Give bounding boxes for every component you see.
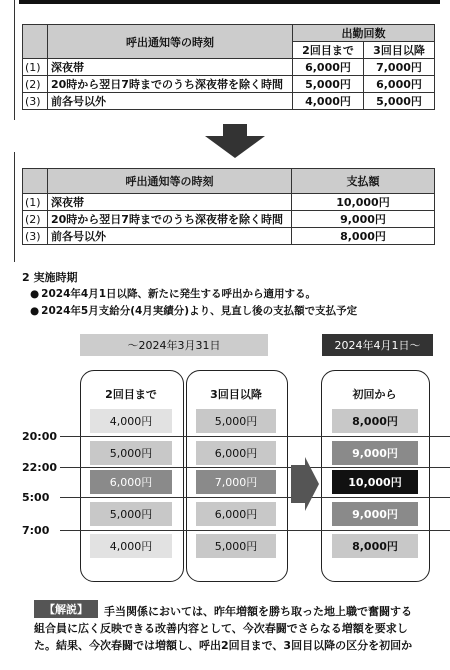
count-group-header: 出勤回数 (293, 25, 435, 42)
col1-title: 2回目まで (105, 388, 157, 401)
table-row (23, 211, 435, 228)
time-header: 呼出通知等の時刻 (48, 25, 293, 59)
col3-title: 初回から (352, 388, 397, 401)
down-arrow-icon (205, 124, 265, 158)
row-value: 7,000円 (364, 59, 435, 76)
time-label: 22:00 (22, 461, 58, 474)
row-label: 前各号以外 (48, 93, 293, 110)
time-header: 呼出通知等の時刻 (48, 169, 292, 194)
row-value: 8,000円 (292, 228, 435, 245)
old-period-banner: 〜2024年3月31日 (80, 334, 268, 356)
bullet-text: 2024年5月支給分(4月実績分)より、見直し後の支払額で支払予定 (41, 305, 358, 317)
table-row (23, 76, 435, 93)
row-label: 深夜帯 (48, 59, 293, 76)
value-cell: 6,000円 (196, 502, 276, 526)
row-number: (1) (23, 194, 48, 211)
right-arrow-icon (291, 457, 319, 511)
row-value: 4,000円 (293, 93, 364, 110)
row-label: 20時から翌日7時までのうち深夜帯を除く時間 (48, 76, 293, 93)
commentary-line: 組合員に広く反映できる改善内容として、今次春闘でさらなる増額を要求し (34, 622, 408, 635)
bullet-dot-icon: ● (30, 288, 40, 300)
row-label: 前各号以外 (48, 228, 292, 245)
corner-cell (23, 25, 48, 59)
time-label: 7:00 (22, 524, 50, 537)
table-row (23, 194, 435, 211)
time-label: 20:00 (22, 430, 58, 443)
time-line (60, 467, 450, 468)
row-value: 5,000円 (364, 93, 435, 110)
payment-header: 支払額 (292, 169, 435, 194)
commentary-line: 手当関係においては、昨年増額を勝ち取った地上職で奮闘する (104, 605, 412, 618)
value-cell: 6,000円 (196, 441, 276, 465)
value-cell: 8,000円 (332, 534, 418, 558)
time-line (60, 497, 450, 498)
value-cell: 9,000円 (332, 502, 418, 526)
value-cell: 5,000円 (196, 534, 276, 558)
table-row (23, 93, 435, 110)
row-number: (3) (23, 93, 48, 110)
time-line (60, 436, 450, 437)
commentary-line: た。結果、今次春闘では増額し、呼出2回目まで、3回目以降の区分を初回か (34, 639, 413, 652)
commentary-label: 【解説】 (34, 600, 98, 618)
col2-title: 3回目以降 (210, 388, 262, 401)
payment-table (22, 168, 435, 245)
row-number: (2) (23, 211, 48, 228)
col-header-from-3: 3回目以降 (364, 42, 435, 59)
call-out-count-table (22, 24, 435, 110)
margin-line (14, 152, 15, 262)
value-cell: 6,000円 (90, 470, 172, 494)
row-number: (1) (23, 59, 48, 76)
row-number: (2) (23, 76, 48, 93)
bullet-item (30, 303, 357, 318)
value-cell: 5,000円 (90, 441, 172, 465)
time-line (60, 530, 450, 531)
value-cell: 8,000円 (332, 409, 418, 433)
row-number: (3) (23, 228, 48, 245)
bullet-text: 2024年4月1日以降、新たに発生する呼出から適用する。 (41, 288, 317, 300)
margin-line (14, 0, 15, 120)
row-label: 20時から翌日7時までのうち深夜帯を除く時間 (48, 211, 292, 228)
row-value: 5,000円 (293, 76, 364, 93)
new-period-banner: 2024年4月1日〜 (322, 334, 433, 356)
time-label: 5:00 (22, 491, 50, 504)
row-value: 6,000円 (364, 76, 435, 93)
corner-cell (23, 169, 48, 194)
bullet-dot-icon: ● (30, 305, 40, 317)
value-cell: 9,000円 (332, 441, 418, 465)
value-cell: 7,000円 (196, 470, 276, 494)
value-cell: 10,000円 (332, 470, 418, 494)
value-cell: 5,000円 (196, 409, 276, 433)
table-row (23, 228, 435, 245)
row-label: 深夜帯 (48, 194, 292, 211)
row-value: 10,000円 (292, 194, 435, 211)
top-rule (19, 0, 440, 4)
value-cell: 5,000円 (90, 502, 172, 526)
value-cell: 4,000円 (90, 409, 172, 433)
row-value: 9,000円 (292, 211, 435, 228)
row-value: 6,000円 (293, 59, 364, 76)
value-cell: 4,000円 (90, 534, 172, 558)
table-row (23, 59, 435, 76)
bullet-item (30, 286, 316, 301)
col-header-upto-2: 2回目まで (293, 42, 364, 59)
section-title: 2 実施時期 (22, 271, 78, 284)
